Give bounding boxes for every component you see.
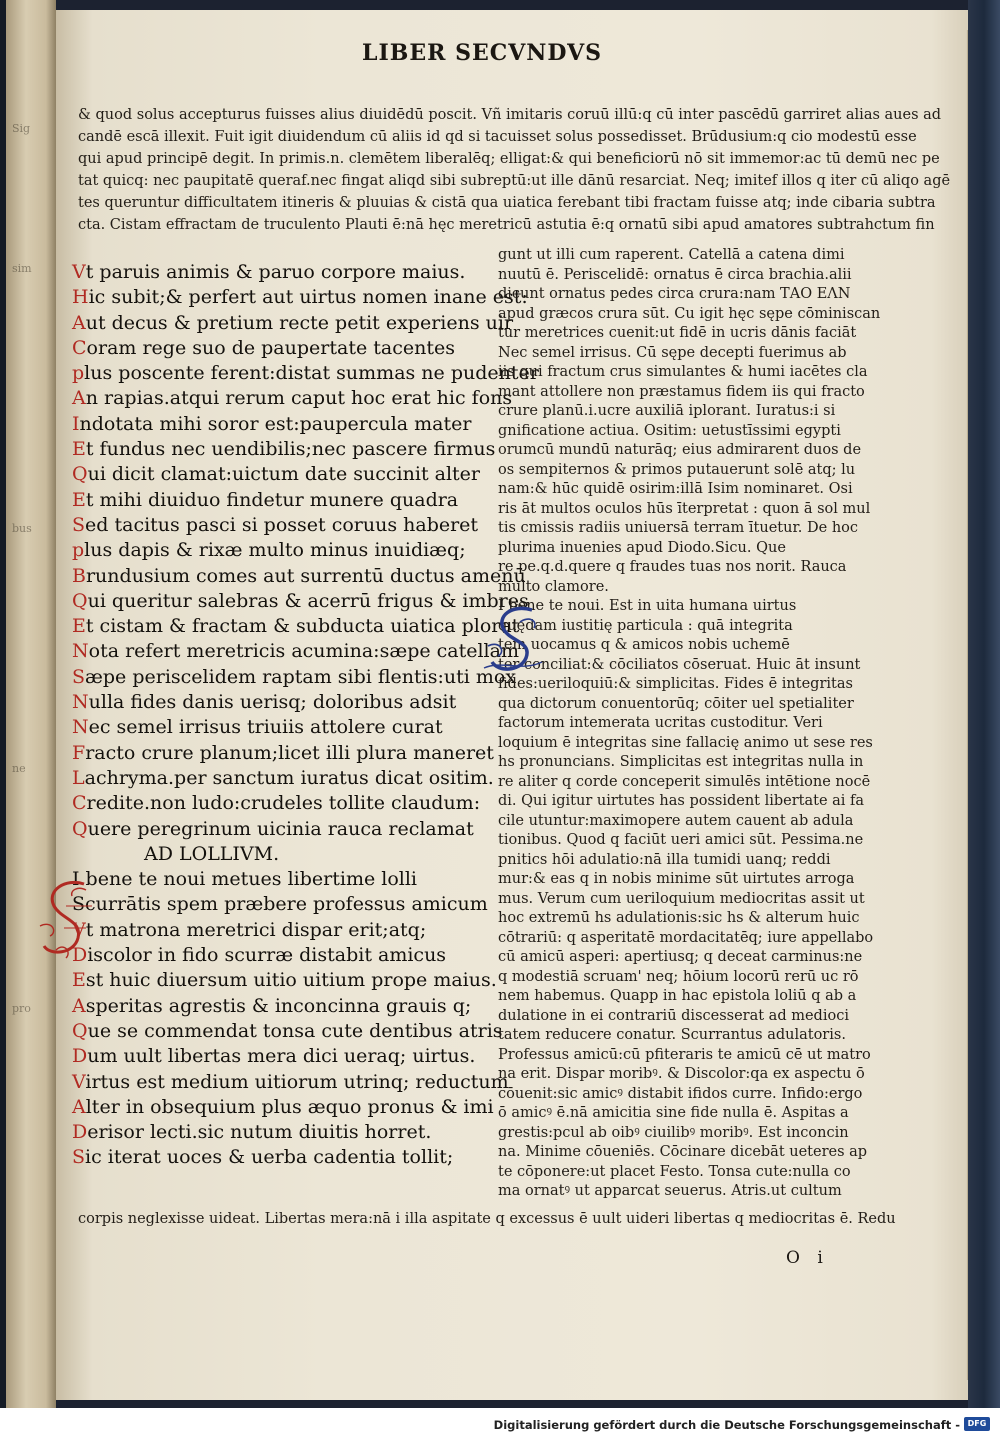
gloss-line: na. Minime cōueniēs. Cōcinare dicebāt ueteres ap — [498, 1144, 868, 1160]
gloss-line: orumcū mundū naturāq; eius admirarent duos de — [498, 442, 862, 458]
rubricated-initial: C — [72, 336, 87, 359]
verse-text: speritas agrestis & inconcinna grauis q; — [85, 994, 472, 1017]
gloss-line: mur:& eas q in nobis minime sūt uirtutes arroga — [498, 871, 855, 887]
gloss-line: plurima inuenies apud Diodo.Sicu. Que — [498, 539, 786, 556]
rubricated-initial: N — [72, 691, 89, 714]
rubricated-initial: p — [72, 362, 85, 385]
verse-line — [72, 513, 492, 538]
verse-line — [72, 437, 496, 462]
verse-line — [72, 994, 492, 1019]
gloss-line: na erit. Dispar moribꝰ. & Discolor:qa ex aspectu ō — [498, 1066, 865, 1082]
verse-line — [72, 412, 492, 437]
gloss-line: cōuenit:sic amicꝰ distabit ifidos curre. Infido:ergo — [498, 1085, 863, 1102]
verse-line — [72, 639, 519, 664]
rubricated-initial: B — [72, 564, 86, 587]
rubricated-initial: N — [72, 716, 89, 739]
verse-text: t paruis animis & paruo corpore maius. — [85, 261, 466, 283]
dfg-logo-icon: DFG — [964, 1417, 990, 1431]
verse-text: t mihi diuiduo findetur munere quadra — [85, 488, 459, 511]
gloss-line: dulatione in ei contrariū discesserat ad medioci — [498, 1007, 849, 1024]
gloss-line: hoc extremū hs adulationis:sic hs & alterum huic — [498, 910, 860, 926]
verse-text: st huic diuersum uitio uitium prope maius. — [85, 969, 497, 992]
gloss-line: ō amicꝰ ē.nā amicitia sine fide nulla ē. Aspitas a — [498, 1105, 849, 1121]
rubricated-initial: H — [72, 286, 89, 309]
gloss-line: nem habemus. Quapp in hac epistola loliū q ab a — [498, 988, 857, 1004]
commentary-line: tat quicq: nec paupitatē queraf.nec fingat aliqd sibi subreptū:ut ille dānū resarciat. Neq; imitef illos q iter cū aliqo agē — [78, 173, 951, 189]
gloss-line: Nec semel irrisus. Cū sępe decepti fuerimus ab — [498, 344, 847, 361]
verse-text: t matrona meretrici dispar erit;atq; — [85, 918, 427, 941]
verse-text: ui dicit clamat:uictum date succinit alter — [87, 463, 480, 486]
gloss-line: tem uocamus q & amicos nobis uchemē — [498, 637, 790, 653]
verse-text: lter in obsequium plus æquo pronus & imi — [85, 1095, 494, 1118]
gloss-line: loquium ē integritas sine fallacię animo ut sese res — [498, 734, 873, 751]
gloss-line: di. Qui igitur uirtutes has possident libertate ai fa — [498, 793, 865, 809]
gloss-line: tionibus. Quod q faciūt ueri amici sūt. Pessima.ne — [498, 832, 864, 848]
right-cover-edge — [968, 0, 1000, 1408]
gloss-line: cū amicū asperi: apertiusq; q deceat carminus:ne — [498, 949, 863, 965]
gloss-line: cōtrariū: q asperitatē mordacitatēq; iure appellabo — [498, 929, 874, 946]
gloss-line: tur meretrices cuenit:ut fidē in ucris dānis faciāt — [498, 325, 857, 341]
funding-credit: Digitalisierung gefördert durch die Deutsche Forschungsgemeinschaft - — [493, 1418, 960, 1432]
running-head: LIBER SECVNDVS — [362, 40, 603, 66]
gloss-line: os sempiternos & primos putauerunt solē atq; lu — [498, 461, 856, 478]
commentary-top — [78, 104, 951, 236]
signature-mark: O i — [786, 1248, 829, 1268]
gloss-line: nam:& hūc quidē osirim:illā Isim nominaret. Osi — [498, 481, 853, 497]
verse-line — [72, 715, 492, 740]
gloss-line: q modestiā scruam' neq; hōium locorū rerū uc rō — [498, 968, 859, 985]
rubricated-initial: V — [72, 918, 86, 941]
rubricated-initial: E — [72, 488, 86, 511]
gloss-line: re pe.q.d.quere q fraudes tuas nos norit. Rauca — [498, 559, 847, 575]
gloss-line: mus. Verum cum ueriloquium mediocritas assit ut — [498, 890, 865, 907]
verse-text: ndotata mihi soror est:paupercula mater — [79, 412, 472, 435]
verse-line — [72, 538, 492, 563]
gloss-line: Professus amicū:cū pfiteraris te amicū cē ut matro — [498, 1046, 871, 1063]
verse-line — [72, 892, 492, 917]
verse-text: erisor lecti.sic nutum diuitis horret. — [87, 1121, 432, 1144]
verse-line — [72, 311, 514, 336]
rubricated-initial: A — [72, 311, 86, 334]
gloss-line: dicunt ornatus pedes circa crura:nam ΤΑΟ ΕΛΝ — [498, 286, 851, 302]
verse-line — [72, 1145, 492, 1170]
verse-line — [72, 386, 513, 411]
verse-line — [72, 791, 492, 816]
commentary-line: candē escā illexit. Fuit igit diuidendum cū aliis id qd si tacuisset solus possedisset. Brūdusium:q cio modestū esse — [78, 129, 917, 145]
verse-text: um uult libertas mera dici ueraq; uirtus. — [87, 1045, 476, 1068]
gloss-line: re aliter q corde conceperit simulēs intētione nocē — [498, 773, 871, 790]
gloss-line: multo clamore. — [498, 578, 609, 595]
commentary-line: & quod solus accepturus fuisses alius diuidēdū poscit. Vñ imitaris coruū illū:q cū inter pascēdū garriret alias aues ad — [78, 107, 942, 123]
verse-line — [72, 1019, 503, 1044]
verse-text: n rapias.atqui rerum caput hoc erat hic fons — [85, 387, 513, 410]
rubricated-initial: V — [72, 1070, 86, 1093]
rubricated-initial: S — [72, 665, 86, 688]
gloss-line: te cōponere:ut placet Festo. Tonsa cute:nulla co — [498, 1163, 851, 1180]
commentary-line: tes queruntur difficultatem itineris & pluuias & cistā qua uiatica ferebant tibi fractam fuisse atq; inde cibaria subtra — [78, 195, 936, 211]
verse-text: t cistam & fractam & subducta uiatica plorat — [85, 615, 520, 638]
decorated-initial-s — [36, 876, 98, 962]
verse-text: uere peregrinum uicinia rauca reclamat — [87, 817, 474, 840]
verse-line — [72, 488, 492, 513]
verse-text: ulla fides danis uerisq; doloribus adsit — [88, 691, 457, 714]
gloss-line: pnitics hōi adulatio:nā illa tumidi uanq; reddi — [498, 851, 831, 868]
rubricated-initial: S — [72, 1146, 86, 1169]
gloss-line: iis qui fractum crus simulantes & humi iacētes cla — [498, 364, 868, 380]
gloss-line: crure planū.i.ucre auxiliā iplorant. Iuratus:i si — [498, 403, 836, 419]
verse-line — [72, 285, 528, 310]
verse-text: ota refert meretricis acumina:sæpe catellam — [88, 640, 519, 663]
rubricated-initial: A — [72, 994, 86, 1017]
gloss-line: apud græcos crura sūt. Cu igit hęc sępe cōminiscan — [498, 305, 881, 322]
verse-line — [72, 1095, 492, 1120]
rubricated-initial: Q — [72, 463, 88, 486]
rubricated-initial: L — [72, 766, 85, 789]
verse-text: ec semel irrisus triuiis attolere curat — [88, 716, 443, 739]
verse-text: iscolor in fido scurræ distabit amicus — [87, 944, 447, 967]
gloss-line: gnificatione actiua. Ositim: uetustīssimi egypti — [498, 422, 841, 439]
gloss-line: I bene te noui. Est in uita humana uirtus — [498, 598, 797, 614]
verse-text: lus poscente ferent:distat summas ne pudenter — [84, 362, 539, 385]
verse-line — [72, 943, 492, 968]
verse-text: racto crure planum;licet illi plura maneret — [85, 741, 494, 764]
rubricated-initial: V — [72, 261, 86, 283]
verse-text: Scurrātis spem præbere professus amicum — [72, 893, 488, 916]
verse-line — [72, 260, 492, 285]
gloss-line: fides:ueriloquiū:& simplicitas. Fides ē integritas — [498, 676, 853, 692]
verse-line — [72, 462, 492, 487]
verse-line — [72, 1120, 492, 1145]
verse-column — [72, 260, 539, 1171]
verse-line — [72, 867, 492, 892]
rubricated-initial: C — [72, 792, 87, 815]
rubricated-initial: N — [72, 640, 89, 663]
verse-line — [72, 766, 492, 791]
rubricated-initial: S — [72, 513, 86, 536]
gloss-line: ma ornatꝰ ut apparcat seuerus. Atris.ut cultum — [498, 1183, 842, 1199]
rubricated-initial: E — [72, 615, 86, 638]
rubricated-initial: F — [72, 741, 86, 764]
gloss-line: quędam iustitię particula : quā integrita — [498, 617, 793, 634]
verse-line — [72, 690, 492, 715]
verse-line — [72, 918, 492, 943]
verse-text: ed tacitus pasci si posset coruus haberet — [85, 513, 479, 536]
verse-line — [72, 564, 526, 589]
verse-text: I bene te noui metues libertime lolli — [72, 868, 417, 891]
rubricated-initial: p — [72, 539, 85, 562]
gloss-line: grestis:pcul ab oibꝰ ciuilibꝰ moribꝰ. Est inconcin — [498, 1124, 849, 1141]
rubricated-initial: Q — [72, 817, 88, 840]
verse-text: ic subit;& perfert aut uirtus nomen inane est: — [88, 286, 528, 309]
verse-text: ic iterat uoces & uerba cadentia tollit; — [85, 1146, 454, 1169]
verse-line — [72, 614, 520, 639]
rubricated-initial: Q — [72, 1019, 88, 1042]
commentary-line: qui apud principē degit. In primis.n. clemētem liberalēq; elligat:& qui beneficiorū nō sit immemor:ac tū demū nec pe — [78, 151, 940, 167]
gloss-line: nuutū ē. Periscelidē: ornatus ē circa brachia.alii — [498, 266, 852, 283]
verse-line — [72, 361, 539, 386]
verse-text: irtus est medium uitiorum utrinq; reductum — [85, 1070, 509, 1093]
rubricated-initial: A — [72, 387, 86, 410]
blue-initial-s — [482, 602, 552, 676]
verse-text: t fundus nec uendibilis;nec pascere firmus — [85, 438, 496, 461]
commentary-line: cta. Cistam effractam de truculento Plauti ē:nā hęc meretricū astutia ē:q ornatū sibi apud amatores subtrahctum fin — [78, 217, 935, 233]
verse-text: ui queritur salebras & acerrū frigus & imbres — [87, 589, 529, 612]
verse-text: redite.non ludo:crudeles tollite claudum: — [86, 792, 481, 815]
rubricated-initial: D — [72, 944, 88, 967]
verse-text: rundusium comes aut surrentū ductus amenū — [85, 564, 526, 587]
verse-text: ut decus & pretium recte petit experiens uir — [85, 311, 514, 334]
rubricated-initial: D — [72, 1045, 88, 1068]
section-title: AD LOLLIVM. — [144, 842, 280, 865]
gloss-line: ris āt multos oculos hūs īterpretat : quon ā sol mul — [498, 500, 871, 517]
verse-text: oram rege suo de paupertate tacentes — [86, 336, 455, 359]
verse-line — [72, 968, 497, 993]
rubricated-initial: A — [72, 1095, 86, 1118]
verse-line — [72, 665, 517, 690]
gloss-line: tis cmissis radiis uniuersā terram ītuetur. De hoc — [498, 520, 859, 536]
facing-page-edge: Sig sim bus ne pro — [6, 0, 56, 1408]
commentary-bottom — [78, 1208, 896, 1230]
verse-line — [72, 741, 492, 766]
verse-line — [72, 589, 529, 614]
verse-line — [72, 336, 492, 361]
rubricated-initial: I — [72, 412, 80, 435]
commentary-line: corpis neglexisse uideat. Libertas mera:nā i illa aspitate q excessus ē uult uideri libertas q mediocritas ē. Redu — [78, 1211, 896, 1227]
rubricated-initial: E — [72, 969, 86, 992]
verse-line — [72, 1070, 509, 1095]
rubricated-initial: Q — [72, 589, 88, 612]
gloss-column — [498, 246, 881, 1202]
gloss-line: tatem reducere conatur. Scurrantus adulatoris. — [498, 1027, 846, 1043]
gloss-line: hs pronuncians. Simplicitas est integritas nulla in — [498, 754, 864, 770]
rubricated-initial: D — [72, 1121, 88, 1144]
verse-line — [72, 1044, 492, 1069]
gloss-line: gunt ut illi cum raperent. Catellā a catena dimi — [498, 247, 845, 263]
gloss-line: cile utuntur:maximopere autem cauent ab adula — [498, 812, 854, 829]
gloss-line: qua dictorum conuentorūq; cōiter uel spetialiter — [498, 695, 854, 712]
verse-text: lus dapis & rixæ multo minus inuidiæq; — [84, 539, 466, 562]
verse-text: æpe periscelidem raptam sibi flentis:uti mox — [85, 665, 517, 688]
gloss-line: factorum intemerata ucritas custoditur. Veri — [498, 715, 823, 731]
verse-text: achryma.per sanctum iuratus dicat ositim. — [84, 766, 494, 789]
verse-line — [72, 817, 492, 842]
rubricated-initial: E — [72, 438, 86, 461]
verse-text: ue se commendat tonsa cute dentibus atris — [87, 1019, 503, 1042]
gloss-line: ter conciliat:& cōciliatos cōseruat. Huic āt insunt — [498, 656, 861, 673]
gloss-line: mant attollere non præstamus fidem iis qui fracto — [498, 383, 865, 400]
